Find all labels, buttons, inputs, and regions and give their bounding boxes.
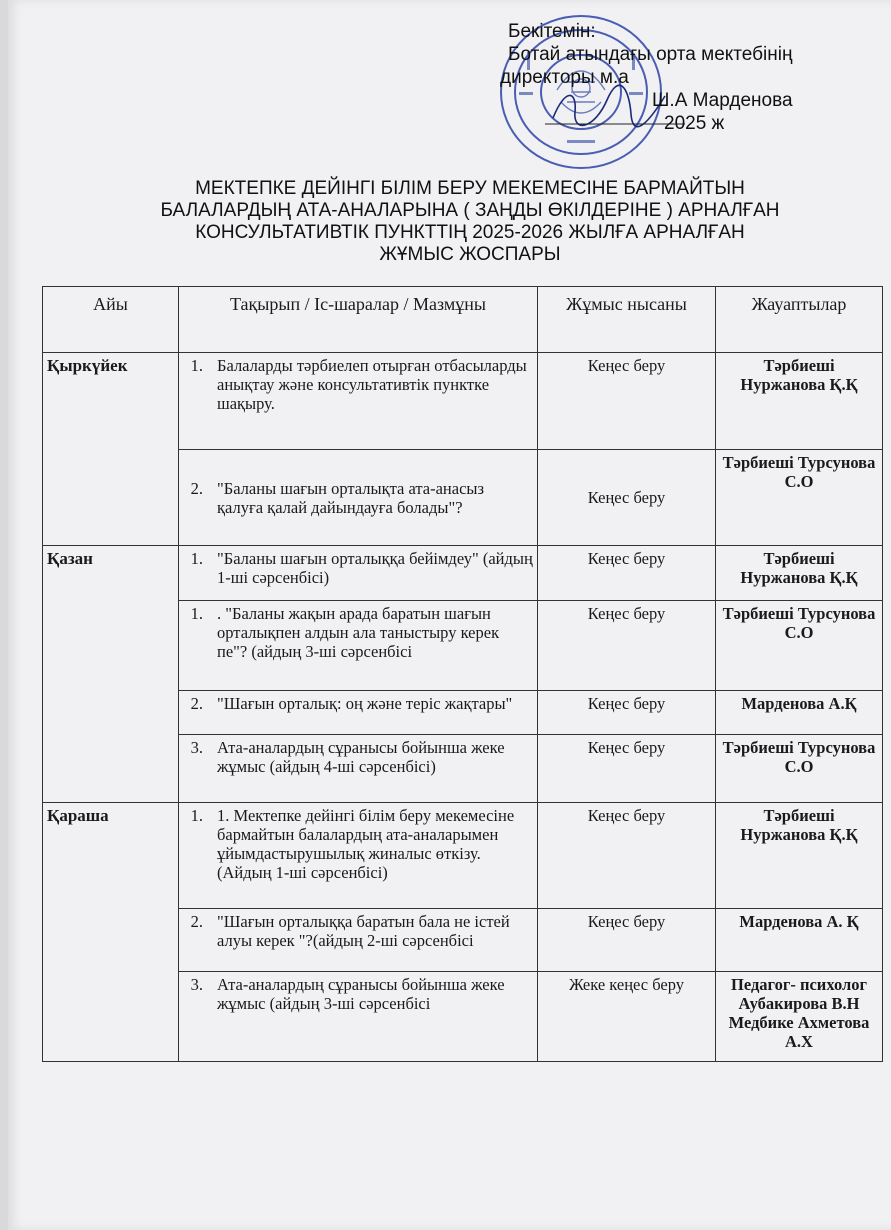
form-cell: Кеңес беру [538,450,716,546]
responsible-cell: Тәрбиеші Нуржанова Қ.Қ [716,353,883,450]
header-month: Айы [43,287,179,353]
responsible-cell: Тәрбиеші Турсунова С.О [716,450,883,546]
responsible-cell: Марденова А.Қ [716,691,883,735]
responsible-cell: Тәрбиеші Нуржанова Қ.Қ [716,803,883,909]
item-text: . "Баланы жақын арада баратын шағын орталықпен алдын ала таныстыру керек пе"? (айдың 3-ші сәрсенбісі [217,604,500,661]
approval-position: директоры м.а [500,67,629,88]
title-line: КОНСУЛЬТАТИВТІК ПУНКТТІҢ 2025-2026 ЖЫЛҒА АРНАЛҒАН [195,222,745,243]
approval-label: Бекітемін: [508,21,596,42]
topic-cell [179,353,538,450]
responsible-cell: Марденова А. Қ [716,909,883,972]
item-text: "Баланы шағын орталықта ата-анасыз қалуға қалай дайындауға болады"? [217,478,485,517]
form-cell: Кеңес беру [538,353,716,450]
item-number: 2. [190,912,203,931]
item-number: 3. [190,975,203,994]
item-text: Ата-аналардың сұранысы бойынша жеке жұмыс (айдың 4-ші сәрсенбісі) [217,738,505,776]
item-number: 2. [190,694,203,713]
item-number: 1. [190,549,203,568]
table-row [43,546,883,601]
item-number: 2. [190,478,203,498]
responsible-cell: Тәрбиеші Нуржанова Қ.Қ [716,546,883,601]
responsible-cell: Тәрбиеші Турсунова С.О [716,601,883,691]
table-row [43,803,883,909]
month-cell: Қазан [43,546,179,803]
item-text: "Шағын орталыққа баратын бала не істей алуы керек "?(айдың 2-ші сәрсенбісі [217,912,510,950]
document-title [120,178,820,266]
form-cell: Кеңес беру [538,601,716,691]
item-text: 1. Мектепке дейінгі білім беру мекемесіне бармайтын балалардың ата-аналарымен ұйымдастырушылық жиналыс өткізу. (Айдың 1-ші сәрсенбісі) [217,806,515,882]
item-number: 1. [190,604,203,623]
topic-cell [179,546,538,601]
approval-year: 2025 ж [664,113,725,134]
form-cell: Кеңес беру [538,546,716,601]
topic-cell [179,691,538,735]
topic-cell [179,450,538,546]
table-header-row [43,287,883,353]
item-number: 1. [190,356,203,375]
approval-block [500,20,880,135]
month-cell: Қыркүйек [43,353,179,546]
month-cell: Қараша [43,803,179,1062]
form-cell: Кеңес беру [538,803,716,909]
responsible-cell: Педагог- психолог Аубакирова В.Н Медбике Ахметова А.Х [716,972,883,1062]
header-topic: Тақырып / Іс-шаралар / Мазмұны [179,287,538,353]
header-form: Жұмыс нысаны [538,287,716,353]
responsible-cell: Тәрбиеші Турсунова С.О [716,735,883,803]
topic-cell [179,601,538,691]
item-text: "Баланы шағын орталыққа бейімдеу" (айдың 1-ші сәрсенбісі) [217,549,533,587]
approval-director-name: Ш.А Марденова [652,90,793,111]
title-line: БАЛАЛАРДЫҢ АТА-АНАЛАРЫНА ( ЗАҢДЫ ӨКІЛДЕРІНЕ ) АРНАЛҒАН [160,200,780,221]
approval-school: Ботай атындағы орта мектебінің [508,44,793,65]
plan-table [42,286,883,1062]
topic-cell [179,735,538,803]
form-cell: Кеңес беру [538,691,716,735]
form-cell: Кеңес беру [538,735,716,803]
item-text: Балаларды тәрбиелеп отырған отбасыларды анықтау және консультативтік пунктке шақыру. [217,356,527,413]
table-row [43,353,883,450]
form-cell: Кеңес беру [538,909,716,972]
title-line: МЕКТЕПКЕ ДЕЙІНГІ БІЛІМ БЕРУ МЕКЕМЕСІНЕ БАРМАЙТЫН [195,178,745,199]
item-text: Ата-аналардың сұранысы бойынша жеке жұмыс (айдың 3-ші сәрсенбісі [217,975,505,1013]
item-number: 1. [190,806,203,825]
item-number: 3. [190,738,203,757]
topic-cell [179,803,538,909]
title-line: ЖҰМЫС ЖОСПАРЫ [379,244,561,265]
form-cell: Жеке кеңес беру [538,972,716,1062]
topic-cell [179,909,538,972]
item-text: "Шағын орталық: оң және теріс жақтары" [217,694,513,713]
header-responsible: Жауаптылар [716,287,883,353]
topic-cell [179,972,538,1062]
